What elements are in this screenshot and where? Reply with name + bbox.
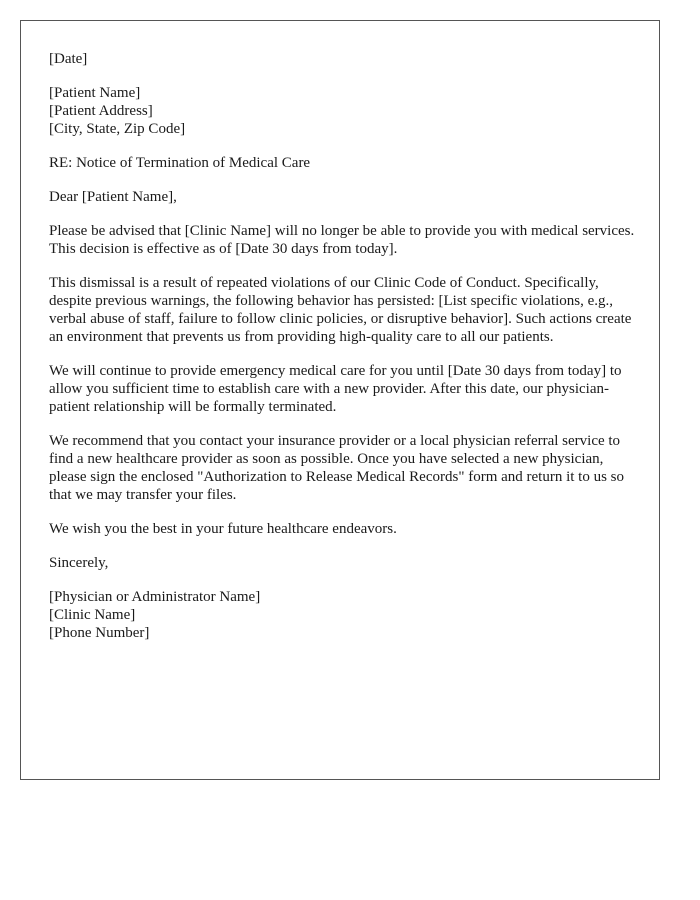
paragraph-notice: Please be advised that [Clinic Name] will no longer be able to provide you with medical services. This decision is effective as of [Date 30 days from today]. xyxy=(49,223,635,257)
paragraph-reason: This dismissal is a result of repeated violations of our Clinic Code of Conduct. Specifically, despite previous warnings, the following behavior has persisted: [List specific violations, e.g., verbal abuse of staff, failure to follow clinic policies, or disruptive behavior]. Such actions create an environment that prevents us from providing high-quality care to all our patients. xyxy=(49,275,632,345)
paragraph-recommendation: We recommend that you contact your insurance provider or a local physician referral service to find a new healthcare provider as soon as possible. Once you have selected a new physician, please sign the enclosed "Authorization to Release Medical Records" form and return it to us so that we may transfer your files. xyxy=(49,433,625,503)
subject-line: RE: Notice of Termination of Medical Care xyxy=(49,155,311,171)
signature-block xyxy=(49,588,639,642)
letter-body xyxy=(49,50,639,658)
paragraph-emergency-care: We will continue to provide emergency medical care for you until [Date 30 days from today] to allow you sufficient time to establish care with a new provider. After this date, our physician-patient relationship will be formally terminated. xyxy=(49,363,622,415)
salutation: Dear [Patient Name], xyxy=(49,189,177,205)
signature-clinic: [Clinic Name] xyxy=(49,607,136,623)
recipient-city-state-zip: [City, State, Zip Code] xyxy=(49,121,186,137)
paragraph-well-wishes: We wish you the best in your future healthcare endeavors. xyxy=(49,521,397,537)
recipient-block xyxy=(49,84,639,138)
signature-phone: [Phone Number] xyxy=(49,625,150,641)
signature-name: [Physician or Administrator Name] xyxy=(49,589,261,605)
recipient-address: [Patient Address] xyxy=(49,103,153,119)
closing: Sincerely, xyxy=(49,555,109,571)
letter-page xyxy=(20,20,660,780)
date-line: [Date] xyxy=(49,51,88,67)
recipient-name: [Patient Name] xyxy=(49,85,141,101)
